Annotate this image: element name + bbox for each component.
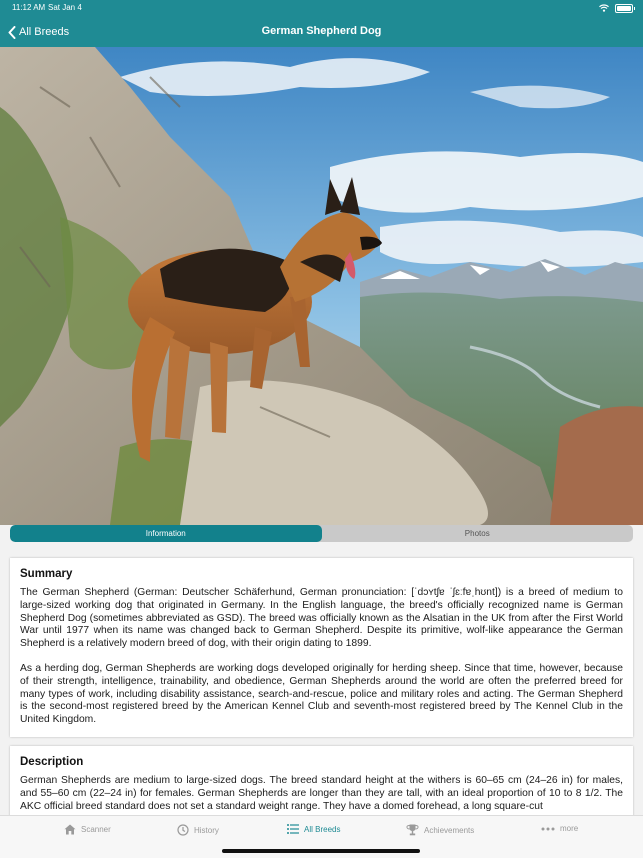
battery-icon xyxy=(615,4,633,13)
description-card xyxy=(10,746,633,826)
battery-level xyxy=(617,6,631,11)
german-shepherd-photo xyxy=(0,47,643,525)
description-paragraph: German Shepherds are medium to large-sized dogs. The breed standard height at the withers is 60–65 cm (24–26 in) for males, and 55–60 cm (22–24 in) for females. German Shepherds are longer than they are tall, with an ideal proportion of 10 to 8 1/2. The AKC official breed standard does not set a standard weight range. They have a domed forehead, a long square-cut xyxy=(20,775,623,812)
tab-all-breeds[interactable] xyxy=(287,824,340,834)
status-date: Sat Jan 4 xyxy=(48,3,82,12)
tab-bar xyxy=(0,815,643,858)
segment-photos[interactable]: Photos xyxy=(464,529,490,538)
trophy-icon xyxy=(406,824,419,836)
list-icon xyxy=(287,824,299,834)
status-indicators xyxy=(599,3,633,13)
tab-history-label: History xyxy=(194,825,219,835)
ellipsis-icon xyxy=(541,827,555,831)
tab-more-label: more xyxy=(560,824,579,833)
tab-achievements[interactable] xyxy=(406,824,474,836)
wifi-icon xyxy=(599,4,609,12)
clock-icon xyxy=(177,824,189,836)
tab-all-breeds-label: All Breeds xyxy=(304,824,341,834)
segment-information[interactable]: Information xyxy=(10,525,322,542)
tab-more[interactable] xyxy=(541,824,578,833)
page-title: German Shepherd Dog xyxy=(261,25,382,37)
home-indicator[interactable] xyxy=(222,849,420,853)
description-heading: Description xyxy=(20,756,84,768)
summary-card xyxy=(10,558,633,737)
status-time: 11:12 AM xyxy=(12,3,46,12)
summary-paragraph: As a herding dog, German Shepherds are working dogs developed originally for herding sheep. Since that time, however, because of their strength, intelligence, trainability, and obedience, German Shepherds around the world are often the preferred breed for many types of work, including disability assistance, search-and-rescue, police and military roles and acting. The German Shepherd is the second-most registered breed by the American Kennel Club and seventh-most registered breed by The Kennel Club in the United Kingdom. xyxy=(20,662,623,726)
segmented-control xyxy=(10,525,633,542)
tab-scanner[interactable] xyxy=(64,824,111,835)
tab-history[interactable] xyxy=(177,824,219,836)
tab-achievements-label: Achievements xyxy=(424,825,475,835)
home-icon xyxy=(64,824,76,835)
breed-photo xyxy=(0,47,643,525)
summary-paragraph: The German Shepherd (German: Deutscher Schäferhund, German pronunciation: [ˈdɔʏtʃɐ ˈʃɛːfɐˌhʊnt]) is a breed of medium to large-sized working dog that originated in Germany. In the English language, the breed's officially recognized name is German Shepherd Dog (sometimes abbreviated as GSD). The breed was officially known as the Alsatian in the UK from after the First World War until 1977 when its name was changed back to German Shepherd. Despite its primitive, wolf-like appearance the German Shepherd is a relatively modern breed of dog, with their origin dating to 1899. xyxy=(20,587,623,650)
back-button-label: All Breeds xyxy=(19,26,70,38)
summary-heading: Summary xyxy=(20,568,73,580)
navigation-header xyxy=(0,0,643,47)
tab-scanner-label: Scanner xyxy=(81,825,111,834)
